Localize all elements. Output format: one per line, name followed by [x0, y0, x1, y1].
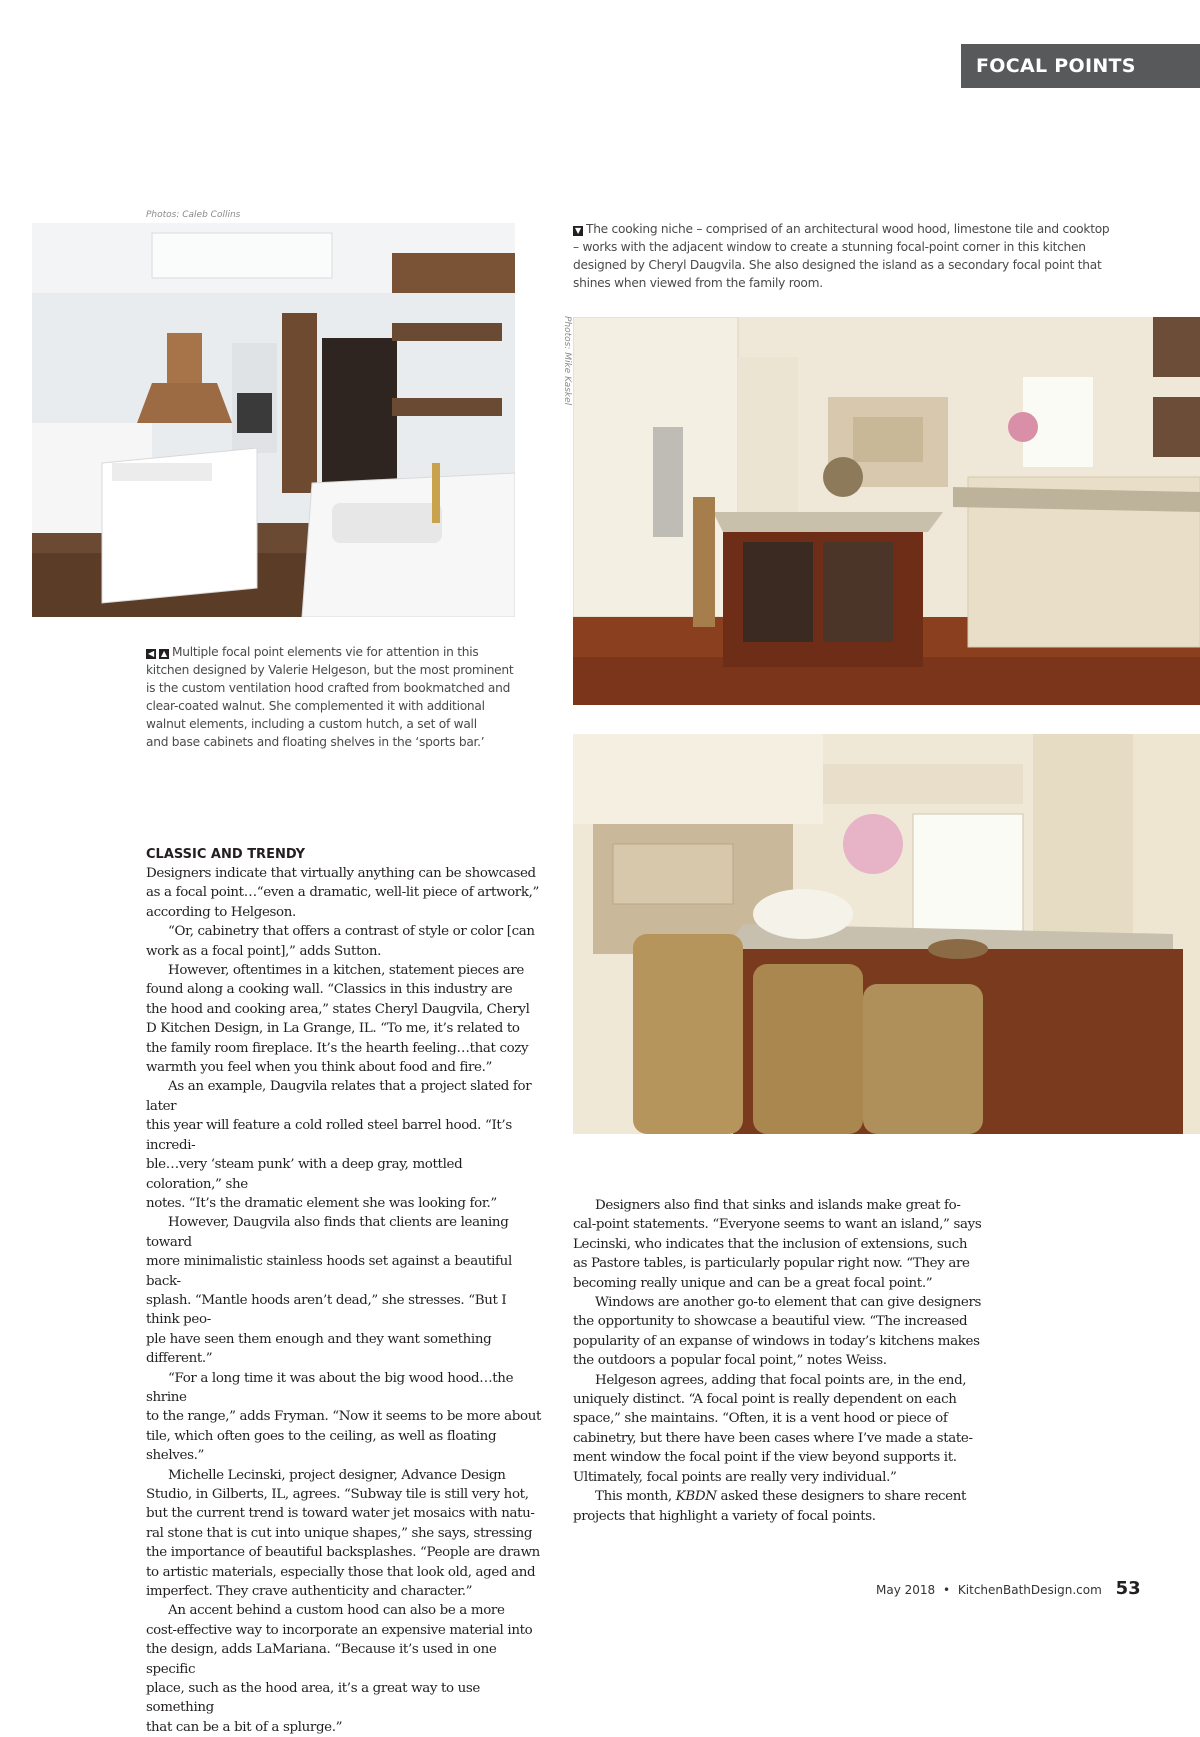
article-line: Windows are another go-to element that can give designers — [595, 1295, 982, 1311]
caption-helgeson — [146, 643, 526, 751]
arrow-down-icon: ▼ — [573, 226, 583, 236]
caption-line: clear-coated walnut. She complemented it with additional — [146, 699, 485, 713]
article-line: tile, which often goes to the ceiling, as well as floating shelves.” — [146, 1428, 497, 1464]
article-line: the hood and cooking area,” states Cheryl Daugvila, Cheryl — [146, 1001, 530, 1017]
article-line: cal-point statements. “Everyone seems to want an island,” says — [573, 1217, 982, 1233]
article-line: This month, KBDN asked these designers to share recent — [595, 1489, 967, 1505]
caption-line: shines when viewed from the family room. — [573, 276, 823, 290]
article-line: according to Helgeson. — [146, 904, 296, 920]
article-line: popularity of an expanse of windows in today’s kitchens makes — [573, 1333, 980, 1349]
article-line: An accent behind a custom hood can also be a more — [168, 1603, 505, 1619]
kitchen-photo-daugvila-wide — [573, 317, 1200, 705]
website: KitchenBathDesign.com — [957, 1583, 1102, 1597]
photo-credit-mike: Photos: Mike Kaskel — [562, 316, 572, 406]
article-line: “Or, cabinetry that offers a contrast of style or color [can — [168, 924, 535, 940]
article-line: Studio, in Gilberts, IL, agrees. “Subway tile is still very hot, — [146, 1487, 529, 1502]
article-line: splash. “Mantle hoods aren’t dead,” she stresses. “But I think peo- — [146, 1292, 507, 1328]
article-line: the family room fireplace. It’s the hearth feeling…that cozy — [146, 1040, 529, 1056]
article-line: As an example, Daugvila relates that a project slated for later — [146, 1079, 532, 1114]
caption-daugvila — [573, 220, 1133, 292]
article-line: the importance of beautiful backsplashes. “People are drawn — [146, 1545, 540, 1561]
article-line: the opportunity to showcase a beautiful view. “The increased — [573, 1314, 968, 1330]
article-line: ple have seen them enough and they want something different.” — [146, 1331, 492, 1367]
section-tag: FOCAL POINTS — [961, 44, 1200, 88]
footer-separator: • — [943, 1583, 951, 1597]
caption-line: ◀ ▲ Multiple focal point elements vie for attention in this — [146, 643, 526, 661]
article-line: D Kitchen Design, in La Grange, IL. “To me, it’s related to — [146, 1021, 520, 1037]
publication-name: KBDN — [675, 1489, 717, 1505]
article-line: this year will feature a cold rolled steel barrel hood. “It’s incredi- — [146, 1118, 512, 1153]
arrow-left-icon: ◀ — [146, 649, 156, 659]
article-line: imperfect. They crave authenticity and character.” — [146, 1584, 473, 1600]
article-line: but the current trend is toward water jet mosaics with natu- — [146, 1506, 535, 1522]
article-line: However, oftentimes in a kitchen, statement pieces are — [168, 963, 524, 979]
article-line: the design, adds LaMariana. “Because it’s used in one specific — [146, 1642, 497, 1677]
article-line: found along a cooking wall. “Classics in this industry are — [146, 982, 513, 998]
caption-line: and base cabinets and floating shelves in the ‘sports bar.’ — [146, 735, 485, 749]
article-line: Ultimately, focal points are really very individual.” — [573, 1469, 897, 1485]
caption-line: designed by Cheryl Daugvila. She also designed the island as a secondary focal point that — [573, 258, 1102, 272]
article-line: uniquely distinct. “A focal point is really dependent on each — [573, 1392, 957, 1408]
article-line: to the range,” adds Fryman. “Now it seems to be more about — [146, 1409, 542, 1425]
section-heading: CLASSIC AND TRENDY — [146, 847, 306, 862]
article-line: place, such as the hood area, it’s a great way to use something — [146, 1681, 480, 1716]
article-line: as Pastore tables, is particularly popular right now. “They are — [573, 1256, 970, 1272]
page-footer — [876, 1578, 1176, 1599]
issue-date: May 2018 — [876, 1583, 936, 1597]
article-line: However, Daugvila also finds that clients are leaning toward — [146, 1215, 509, 1250]
article-line: Lecinski, who indicates that the inclusion of extensions, such — [573, 1236, 968, 1252]
caption-line: kitchen designed by Valerie Helgeson, but the most prominent — [146, 663, 514, 677]
article-line: notes. “It’s the dramatic element she was looking for.” — [146, 1195, 497, 1211]
article-line: warmth you feel when you think about food and fire.” — [146, 1060, 493, 1076]
article-line: “For a long time it was about the big wood hood…the shrine — [146, 1370, 514, 1405]
caption-line: is the custom ventilation hood crafted from bookmatched and — [146, 681, 511, 695]
article-line: that can be a bit of a splurge.” — [146, 1719, 343, 1735]
page-number: 53 — [1115, 1578, 1141, 1599]
caption-line: walnut elements, including a custom hutch, a set of wall — [146, 717, 477, 731]
arrow-up-icon: ▲ — [159, 649, 169, 659]
article-line: Michelle Lecinski, project designer, Advance Design — [168, 1467, 506, 1483]
article-line: becoming really unique and can be a great focal point.” — [573, 1275, 933, 1291]
article-line: more minimalistic stainless hoods set against a beautiful back- — [146, 1254, 512, 1289]
article-line: the outdoors a popular focal point,” notes Weiss. — [573, 1353, 887, 1369]
article-line: ment window the focal point if the view beyond supports it. — [573, 1450, 957, 1466]
article-line: projects that highlight a variety of focal points. — [573, 1508, 876, 1524]
article-line: cost-effective way to incorporate an expensive material into — [146, 1622, 533, 1638]
article-line: space,” she maintains. “Often, it is a vent hood or piece of — [573, 1411, 948, 1427]
article-line: work as a focal point],” adds Sutton. — [146, 943, 381, 959]
caption-line: – works with the adjacent window to create a stunning focal-point corner in this kitchen — [573, 240, 1086, 254]
kitchen-photo-helgeson — [32, 223, 515, 617]
article-line: Helgeson agrees, adding that focal points are, in the end, — [595, 1372, 967, 1388]
article-line: Designers also find that sinks and islands make great fo- — [595, 1198, 961, 1213]
caption-line: ▼ The cooking niche – comprised of an architectural wood hood, limestone tile and cooktop — [573, 220, 1133, 238]
article-line: ble…very ‘steam punk’ with a deep gray, mottled coloration,” she — [146, 1157, 463, 1192]
article-line: ral stone that is cut into unique shapes,” she says, stressing — [146, 1525, 533, 1541]
photo-credit-caleb: Photos: Caleb Collins — [146, 210, 241, 220]
article-line: as a focal point…“even a dramatic, well-lit piece of artwork,” — [146, 885, 540, 901]
article-line: cabinetry, but there have been cases where I’ve made a state- — [573, 1430, 973, 1446]
kitchen-photo-daugvila-island — [573, 734, 1200, 1134]
article-column-left — [146, 845, 541, 1737]
article-column-right — [573, 1196, 983, 1526]
article-line: Designers indicate that virtually anything can be showcased — [146, 866, 536, 881]
article-line: to artistic materials, especially those that look old, aged and — [146, 1564, 536, 1580]
